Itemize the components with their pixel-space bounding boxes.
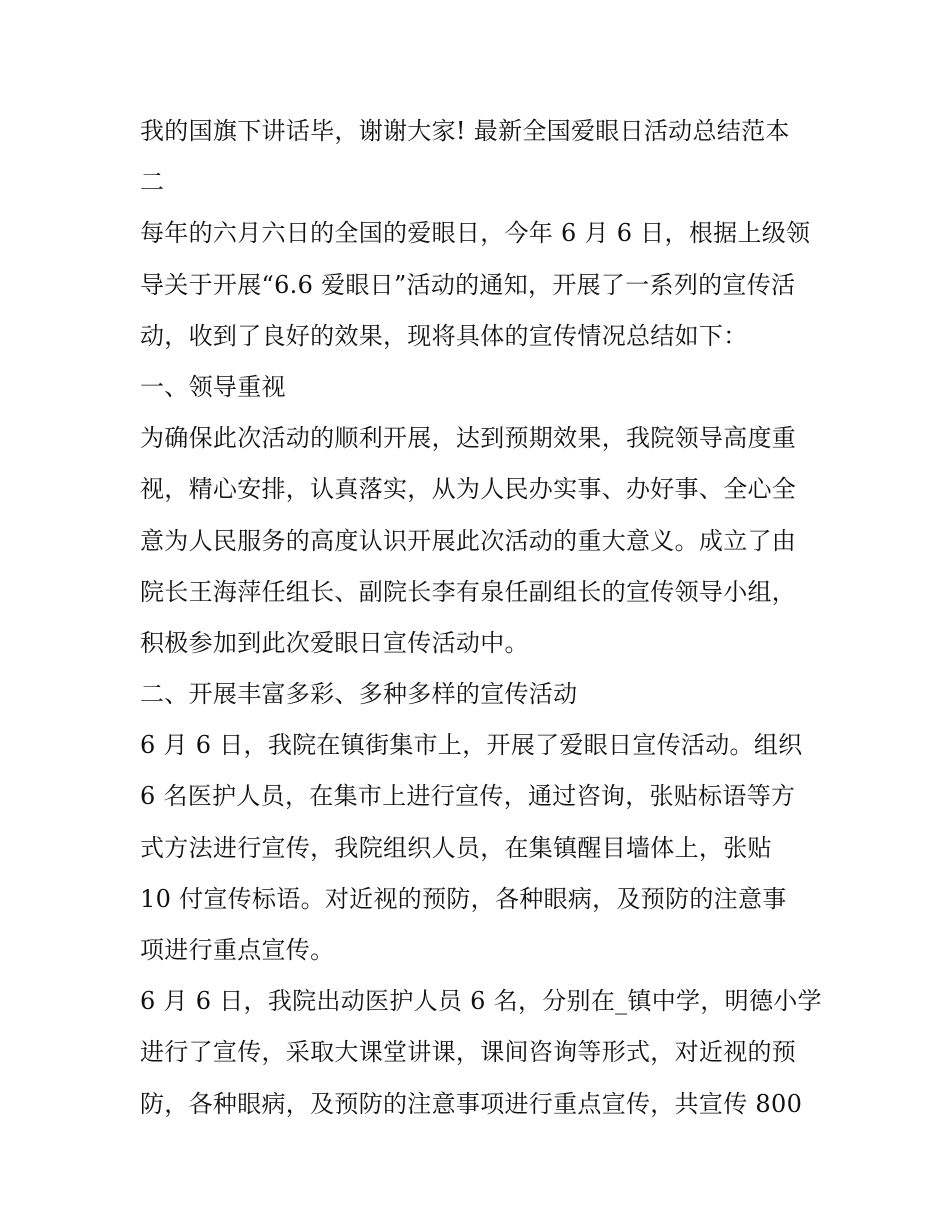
text-line: 6 名医护人员，在集市上进行宣传，通过咨询，张贴标语等方: [140, 782, 796, 811]
text-line: 防，各种眼病，及预防的注意事项进行重点宣传，共宣传 800: [140, 1089, 803, 1118]
text-line: 进行了宣传，采取大课堂讲课，课间咨询等形式，对近视的预: [140, 1038, 797, 1067]
section-heading-1: 一、领导重视: [140, 372, 286, 401]
text-line: 积极参加到此次爱眼日宣传活动中。: [140, 628, 529, 657]
text-line: 动，收到了良好的效果，现将具体的宣传情况总结如下：: [140, 321, 748, 350]
text-line: 式方法进行宣传，我院组织人员，在集镇醒目墙体上，张贴: [140, 833, 772, 862]
text-line: 我的国旗下讲话毕，谢谢大家! 最新全国爱眼日活动总结范本: [140, 117, 790, 145]
text-line: 为确保此次活动的顺利开展，达到预期效果，我院领导高度重: [140, 424, 797, 453]
section-heading-2: 二、开展丰富多彩、多种多样的宣传活动: [140, 680, 578, 709]
text-line: 二: [140, 168, 165, 197]
text-line: 导关于开展“6.6 爱眼日”活动的通知，开展了一系列的宣传活: [140, 270, 796, 299]
document-body: [140, 106, 820, 1130]
text-line: 项进行重点宣传。: [140, 936, 335, 964]
text-line: 10 付宣传标语。对近视的预防，各种眼病，及预防的注意事: [140, 884, 787, 913]
text-line: 意为人民服务的高度认识开展此次活动的重大意义。成立了由: [140, 526, 797, 555]
text-line: 6 月 6 日，我院在镇街集市上，开展了爱眼日宣传活动。组织: [140, 731, 803, 760]
text-line: 每年的六月六日的全国的爱眼日，今年 6 月 6 日，根据上级领: [140, 219, 811, 248]
text-line: 院长王海萍任组长、副院长李有泉任副组长的宣传领导小组，: [140, 577, 797, 606]
text-line: 视，精心安排，认真落实，从为人民办实事、办好事、全心全: [140, 475, 797, 504]
text-line: 6 月 6 日，我院出动医护人员 6 名，分别在_镇中学，明德小学: [140, 987, 822, 1016]
